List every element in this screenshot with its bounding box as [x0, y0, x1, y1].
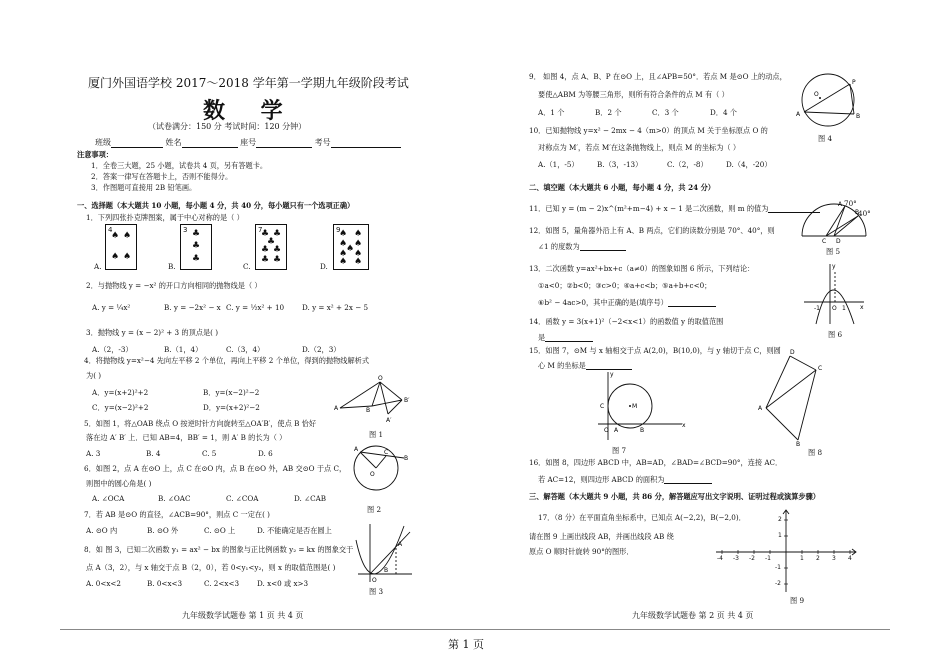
q12-text: ∠1 的度数为: [538, 242, 580, 251]
q8-option: B. 0<x<3: [147, 579, 183, 588]
figure-5: [800, 196, 870, 244]
q1-option: A.: [94, 262, 102, 271]
q3-stem: 3．抛物线 y = (x − 2)² + 3 的顶点是( ): [86, 328, 219, 337]
note-item: 1．全卷三大题，25 小题，试卷共 4 页，另有答题卡。: [91, 161, 268, 170]
q4-option: C．y=(x−2)²+2: [92, 403, 149, 412]
card-seven-clubs: 7 ♣ ♣ ♣ ♣ ♣ ♣ ♣: [255, 224, 287, 270]
svg-text:O: O: [370, 471, 375, 478]
q5-option: B. 4: [146, 449, 161, 458]
q9-option: D．4 个: [710, 108, 737, 117]
svg-text:O: O: [832, 305, 837, 312]
svg-text:B: B: [640, 427, 645, 434]
q3-option: B.（1，4）: [164, 345, 203, 354]
figure-3: [350, 522, 414, 584]
svg-text:A: A: [614, 427, 619, 434]
q3-option: A.（2，-3）: [92, 345, 133, 354]
q1-option: D.: [320, 262, 328, 271]
svg-text:1: 1: [842, 305, 846, 312]
svg-text:B′: B′: [404, 397, 410, 404]
q13-stem-cont2: [538, 298, 716, 307]
svg-text:O: O: [814, 91, 819, 98]
q5-stem: 5．如图 1，将△OAB 绕点 O 按逆时针方向旋转至△OA′B′，使点 B 恰好: [84, 419, 317, 428]
svg-text:A: A: [398, 541, 403, 548]
q17-stem: 17．（8 分）在平面直角坐标系中，已知点 A(−2,2)，B(−2,0)．: [538, 513, 746, 522]
q4-stem: 4．将抛物线 y=x²−4 先向左平移 2 个单位，再向上平移 2 个单位，得到的抛物线解析式: [84, 356, 370, 365]
q4-stem-cont: 为( ): [86, 371, 102, 380]
fig6-caption: 图 6: [828, 330, 843, 339]
q2-option: D. y = x² + 2x − 5: [302, 303, 369, 312]
fig3-caption: 图 3: [369, 587, 384, 596]
q8-option: D. x<0 或 x>3: [257, 579, 309, 588]
student-fields: [95, 137, 401, 148]
q7-option: A. ⊙O 内: [86, 526, 118, 535]
svg-text:y: y: [610, 371, 614, 378]
q7-stem: 7．若 AB 是⊙O 的直径，∠ACB=90°，则点 C 一定在( ): [84, 510, 270, 519]
class-label: 班级: [95, 138, 111, 147]
grid-x-tick: 4: [848, 555, 852, 562]
q1-option: C.: [243, 262, 251, 271]
svg-text:A: A: [354, 446, 359, 453]
q2-option: B. y = −2x² − x: [164, 303, 221, 312]
q13-stem-cont: ①a<0；②b<0；③c>0；④a+c<b；⑤a+b+c<0；: [538, 281, 712, 290]
q4-option: D．y=(x+2)²−2: [203, 403, 260, 412]
q16-text: 若 AC=12，则四边形 ABCD 的面积为: [538, 475, 665, 484]
q16-stem: 16．如图 8，四边形 ABCD 中，AB=AD，∠BAD=∠BCD=90°，连接 AC．: [529, 458, 783, 467]
q6-option: A. ∠OCA: [92, 494, 125, 503]
q15-stem-cont: [538, 361, 632, 370]
q9-option: A．1 个: [538, 108, 565, 117]
svg-text:M: M: [632, 403, 638, 410]
svg-text:C: C: [822, 238, 827, 245]
fig7-caption: 图 7: [612, 446, 627, 455]
grid-x-tick: 1: [800, 555, 804, 562]
svg-text:x: x: [860, 304, 864, 311]
q5-option: C. 5: [202, 449, 217, 458]
q13-text: ⑥b² − 4ac>0，其中正确的是(填序号）: [538, 298, 668, 307]
footer-right: 九年级数学试题卷 第 2 页 共 4 页: [632, 611, 754, 620]
q15-text: 心 M 的坐标是: [538, 361, 586, 370]
q5-option: A. 3: [86, 449, 101, 458]
q12-stem-cont: [538, 242, 626, 251]
q14-stem: 14．函数 y = 3(x+1)²（−2<x<1）的函数值 y 的取值范围: [529, 317, 724, 326]
q7-option: C. ⊙O 上: [204, 526, 236, 535]
q13-blank: [668, 298, 716, 307]
subject-title: 数 学: [203, 98, 297, 124]
q16-blank: [664, 475, 712, 484]
svg-text:D: D: [836, 238, 841, 245]
exam-title: 厦门外国语学校 2017～2018 学年第一学期九年级阶段考试: [88, 76, 409, 90]
note-item: 3．作图题可直接用 2B 铅笔画。: [91, 183, 197, 192]
grid-y-tick: 1: [778, 532, 782, 539]
card-four-spades: 4 ♠ ♠ ♠ ♠: [105, 224, 137, 270]
grid-x-tick: -4: [717, 555, 723, 562]
q6-stem: 6．如图 2，点 A 在⊙O 上，点 C 在⊙O 内，点 B 在⊙O 外，AB 交⊙O 于点 C，: [84, 464, 347, 473]
notes-heading: 注意事项：: [77, 150, 113, 159]
q3-option: D.（2，3）: [302, 345, 341, 354]
fig5-caption: 图 5: [826, 247, 841, 256]
name-blank: [182, 139, 238, 148]
q11-text: 11．已知 y = (m − 2)x^(m²+m−4) + x − 1 是二次函数，则 m 的值为: [529, 204, 769, 213]
q9-option: B．2 个: [595, 108, 622, 117]
svg-text:O: O: [378, 375, 383, 382]
q10-option: A.（1，-5）: [538, 160, 579, 169]
grid-x-tick: -1: [765, 555, 771, 562]
q8-option: A. 0<x<2: [86, 579, 122, 588]
fig5-angle-40: 40°: [858, 209, 871, 218]
q6-stem-cont: 则图中的圆心角是( ): [86, 479, 152, 488]
q10-option: D.（4，-20）: [726, 160, 772, 169]
name-label: 姓名: [165, 138, 182, 147]
svg-text:C: C: [600, 403, 605, 410]
q1-stem: 1．下列四张扑克牌图案，属于中心对称的是（ ）: [86, 213, 244, 222]
q10-stem: 10．已知抛物线 y=x² − 2mx − 4（m>0）的顶点 M 关于坐标原点 O 的: [529, 126, 768, 135]
figure-9-grid[interactable]: [712, 508, 860, 594]
q2-option: A. y = ¼x²: [92, 303, 131, 312]
grid-y-tick: -1: [775, 564, 781, 571]
figure-7: [596, 370, 688, 442]
svg-text:y: y: [832, 263, 836, 270]
fig9-caption: 图 9: [790, 596, 805, 605]
q6-option: B. ∠OAC: [158, 494, 191, 503]
class-blank: [111, 139, 163, 148]
q7-option: D. 不能确定是否在圆上: [257, 526, 332, 535]
figure-1: [336, 376, 412, 436]
figure-2: [350, 440, 409, 500]
q12-stem: 12．如图 5，量角器外沿上有 A、B 两点，它们的读数分别是 70°、40°，则: [529, 226, 775, 235]
svg-text:A: A: [334, 405, 339, 412]
q11-stem: [529, 204, 820, 213]
q14-stem-cont: [538, 333, 593, 342]
section2-heading: 二、填空题（本大题共 6 小题，每小题 4 分，共 24 分）: [529, 183, 715, 192]
number-label: 考号: [314, 138, 331, 147]
svg-text:B: B: [796, 441, 801, 448]
q9-option: C．3 个: [652, 108, 679, 117]
q16-stem-cont: [538, 475, 712, 484]
q8-stem-cont: 点 A（3，2），与 x 轴交于点 B（2，0），若 0<y₁<y₂，则 x 的取值范围是( ): [86, 563, 336, 572]
q5-stem-cont: 落在边 A′ B′ 上．已知 AB=4，BB′ = 1，则 A′ B 的长为（ ）: [86, 433, 287, 442]
q14-text: 是: [538, 333, 546, 342]
q1-option: B.: [168, 262, 176, 271]
svg-text:A: A: [796, 111, 801, 118]
q2-option: C. y = ½x² + 10: [226, 303, 285, 312]
svg-text:B: B: [384, 567, 389, 574]
q10-stem-cont: 对称点为 M′，若点 M′在这条抛物线上，则点 M 的坐标为（ ）: [538, 143, 741, 152]
footer-left: 九年级数学试题卷 第 1 页 共 4 页: [182, 611, 304, 620]
figure-8: [756, 349, 832, 448]
fig4-caption: 图 4: [818, 134, 833, 143]
card-nine-spades: 9 ♠ ♠ ♠ ♠ ♠ ♠ ♠ ♠ ♠: [333, 224, 369, 270]
svg-text:B: B: [404, 455, 409, 462]
svg-text:O: O: [604, 427, 609, 434]
q9-stem: 9． 如图 4，点 A、B、P 在⊙O 上，且∠APB=50°．若点 M 是⊙O 上的动点，: [529, 72, 787, 81]
grid-x-tick: -2: [749, 555, 755, 562]
grid-x-tick: 3: [832, 555, 836, 562]
svg-text:x: x: [682, 422, 686, 429]
q6-option: D. ∠CAB: [294, 494, 327, 503]
number-blank: [331, 139, 401, 148]
svg-text:B: B: [366, 407, 371, 414]
fig2-caption: 图 2: [367, 505, 382, 514]
q12-blank: [580, 242, 626, 251]
q9-stem-cont: 要使△ABM 为等腰三角形，则所有符合条件的点 M 有（ ）: [538, 90, 729, 99]
svg-text:C: C: [384, 449, 389, 456]
q3-option: C.（3，4）: [226, 345, 265, 354]
seat-blank: [256, 139, 312, 148]
grid-y-tick: -2: [775, 580, 781, 587]
figure-4: [790, 74, 866, 132]
svg-text:O: O: [372, 577, 377, 584]
section3-heading: 三、解答题（本大题共 9 小题，共 86 分，解答题应写出文字说明、证明过程或演算步骤）: [529, 492, 820, 501]
figure-6: [802, 262, 866, 326]
q17-stem-cont: 请在图 9 上画出线段 AB，并画出线段 AB 绕: [529, 532, 674, 541]
svg-text:D: D: [790, 349, 795, 356]
svg-text:A: A: [758, 405, 763, 412]
svg-text:A′: A′: [386, 417, 392, 424]
q4-option: A．y=(x+2)²+2: [92, 388, 149, 397]
grid-x-tick: -3: [733, 555, 739, 562]
page-divider: [60, 629, 890, 630]
svg-text:A: A: [838, 201, 843, 208]
q7-option: B. ⊙O 外: [147, 526, 179, 535]
grid-x-tick: 2: [816, 555, 820, 562]
fig1-caption: 图 1: [369, 430, 384, 439]
page-number: 第 1 页: [448, 638, 484, 651]
q5-option: D. 6: [258, 449, 273, 458]
seat-label: 座号: [240, 138, 257, 147]
q8-stem: 8．如 图 3，已知二次函数 y₁ = ax² − bx 的图象与正比例函数 y₂ = kx 的图象交于: [84, 545, 354, 554]
q6-option: C. ∠COA: [226, 494, 259, 503]
q2-stem: 2．与抛物线 y = −x² 的开口方向相同的抛物线是（ ）: [86, 281, 262, 290]
q4-option: B．y=(x−2)²−2: [203, 388, 260, 397]
svg-text:B: B: [855, 209, 860, 216]
q17-stem-cont2: 原点 O 顺时针旋转 90°的图形．: [529, 547, 634, 556]
q10-option: B.（3，-13）: [597, 160, 643, 169]
fig5-angle-70: 70°: [844, 199, 857, 208]
section1-heading: 一、选择题（本大题共 10 小题，每小题 4 分，共 40 分，每小题只有一个选项正确）: [77, 201, 355, 210]
fig8-caption: 图 8: [808, 448, 823, 457]
q15-blank: [586, 361, 632, 370]
note-item: 2．答案一律写在答题卡上，否则不能得分。: [91, 172, 233, 181]
svg-text:B: B: [856, 113, 861, 120]
q14-blank: [545, 333, 593, 342]
grid-y-tick: 2: [778, 516, 782, 523]
q8-option: C. 2<x<3: [204, 579, 240, 588]
svg-text:P: P: [852, 79, 856, 86]
card-three-clubs: 3 ♣ ♣ ♣: [180, 224, 212, 270]
q13-stem: 13．二次函数 y=ax²+bx+c（a≠0）的图象如图 6 所示，下列结论：: [529, 264, 755, 273]
exam-info: （试卷满分：150 分 考试时间：120 分钟）: [148, 122, 307, 131]
svg-text:-1: -1: [814, 305, 820, 312]
q10-option: C.（2，-8）: [667, 160, 708, 169]
svg-text:C: C: [818, 365, 823, 372]
q15-stem: 15．如图 7，⊙M 与 x 轴相交于点 A(2,0)，B(10,0)，与 y 轴切于点 C，则圆: [529, 346, 781, 355]
